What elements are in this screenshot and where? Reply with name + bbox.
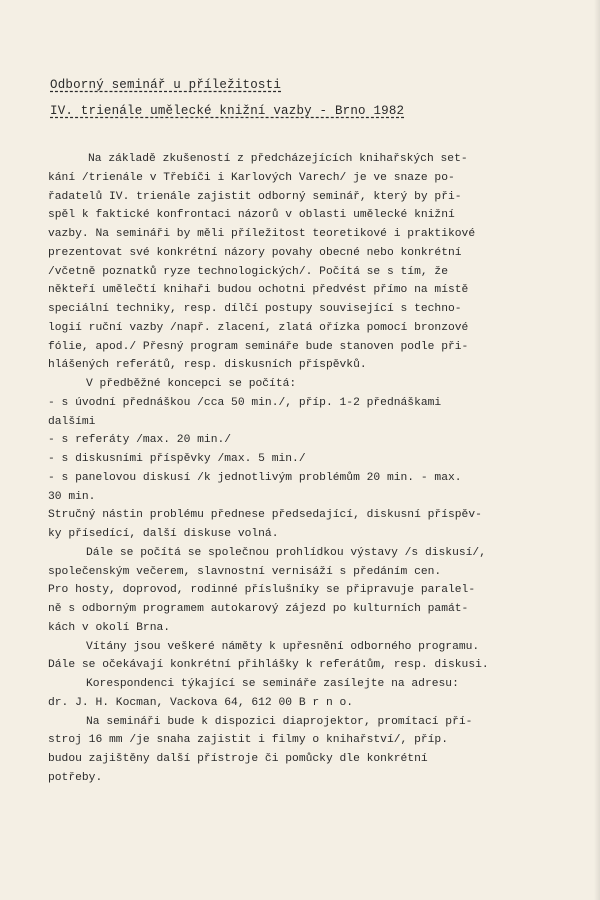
text-line: Na semináři bude k dispozici diaprojektor, promítací pří- [86,715,473,728]
text-line: hlášených referátů, resp. diskusních příspěvků. [48,359,367,372]
text-line: Korespondenci týkající se semináře zasílejte na adresu: [86,678,459,690]
text-line: V předběžné koncepci se počítá: [86,378,297,390]
text-line: Dále se očekávají konkrétní přihlášky k referátům, resp. diskusi. [48,659,489,672]
paper-edge [594,0,600,900]
address-line: dr. J. H. Kocman, Vackova 64, 612 00 B r n o. [48,696,354,709]
text-line: společenským večerem, slavnostní vernisáží s předáním cen. [48,565,442,578]
text-line: - s diskusními příspěvky /max. 5 min./ [48,453,306,465]
text-line: kání /trienále v Třebíči i Karlových Varech/ je ve snaze po- [48,171,455,184]
text-line: /včetně poznatků ryze technologických/. Počítá se s tím, že [48,265,448,278]
text-line: potřeby. [48,771,103,784]
triennial-title: IV. trienále umělecké knižní vazby - Brno 1982 [50,104,405,118]
text-line: - s referáty /max. 20 min./ [48,434,232,447]
heading-block [50,78,404,118]
text-line: logií ruční vazby /např. zlacení, zlatá ořízka pomocí bronzové [48,321,469,334]
text-line: někteří umělečtí knihaři budou ochotni předvést přímo na místě [48,284,469,297]
text-line: vazby. Na semináři by měli příležitost teoretikové i praktikové [48,228,476,240]
text-line: Dále se počítá se společnou prohlídkou výstavy /s diskusí/, [86,546,486,559]
body-text [48,150,568,788]
text-line: Pro hosty, doprovod, rodinné příslušníky se připravuje paralel- [48,584,476,597]
text-line: řadatelů IV. trienále zajistit odborný seminář, který by při- [48,190,462,203]
text-line: - s panelovou diskusí /k jednotlivým problémům 20 min. - max. [48,471,462,484]
text-line: ky přísedící, další diskuse volná. [48,528,279,540]
text-line: speciální techniky, resp. dílčí postupy související s techno- [48,303,462,315]
text-line: spěl k faktické konfrontaci názorů v oblasti umělecké knižní [48,209,455,222]
text-line: fólie, apod./ Přesný program semináře bude stanoven podle při- [48,340,469,353]
text-line: Na základě zkušeností z předcházejících knihařských set- [88,153,468,165]
text-line: stroj 16 mm /je snaha zajistit i filmy o knihařství/, příp. [48,734,448,747]
seminar-title: Odborný seminář u příležitosti [50,78,282,92]
text-line: 30 min. [48,490,96,503]
text-line: dalšími [48,415,96,428]
text-line: - s úvodní přednáškou /cca 50 min./, příp. 1-2 přednáškami [48,396,442,409]
text-line: ně s odborným programem autokarový zájezd po kulturních památ- [48,603,469,615]
text-line: Stručný nástin problému přednese předsedající, diskusní příspěv- [48,509,482,522]
text-line: kách v okolí Brna. [48,621,171,634]
text-line: prezentovat své konkrétní názory povahy obecné nebo konkrétní [48,246,462,259]
text-line: budou zajištěny další přístroje či pomůcky dle konkrétní [48,753,428,765]
text-line: Vítány jsou veškeré náměty k upřesnění odborného programu. [86,640,480,653]
